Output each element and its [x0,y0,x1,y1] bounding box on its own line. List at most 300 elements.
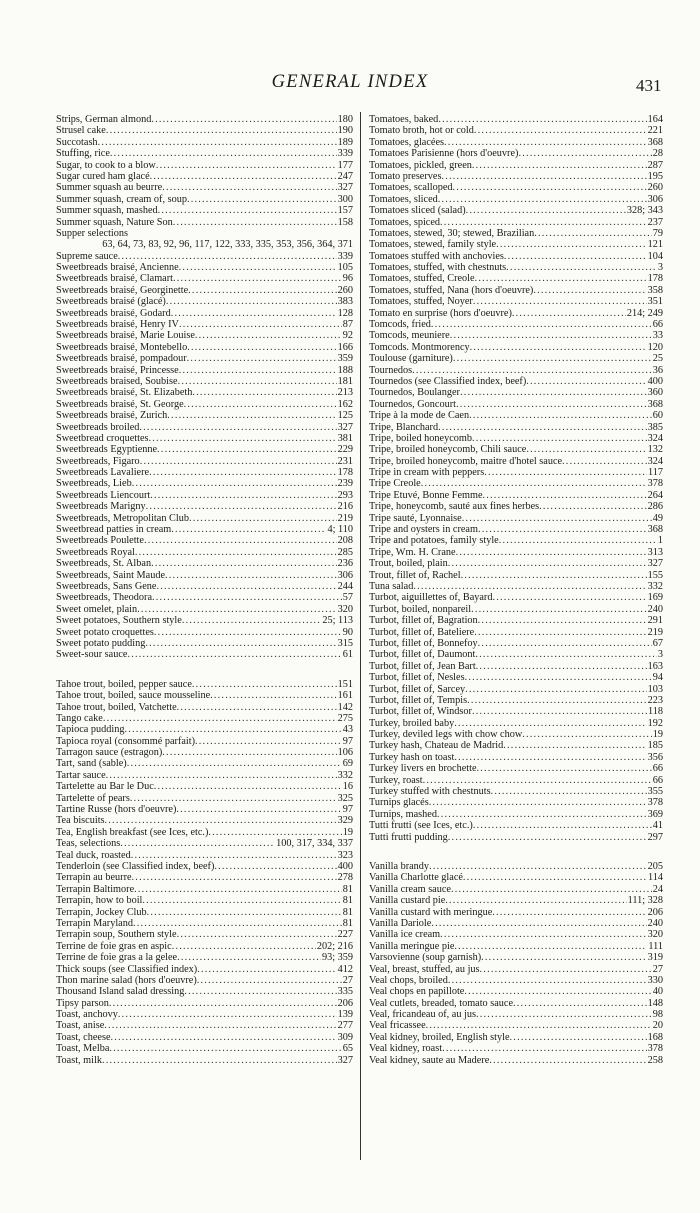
dot-leader [144,535,337,546]
index-entry [369,695,663,706]
index-entry-page: 195 [647,170,663,182]
index-entry-page: 90 [342,626,353,638]
index-entry-text: Tournedos [369,364,413,376]
index-entry [56,627,353,638]
index-entry [56,422,353,433]
index-entry [369,964,663,975]
index-entry-text: Tripe Etuvé, Bonne Femme [369,489,483,501]
index-entry-text: Tripe, Wm. H. Crane [369,546,456,558]
index-entry-page: 166 [337,341,353,353]
dot-leader [466,205,626,216]
dot-leader [492,592,646,603]
index-entry-text: Sweetbreads, St. Alban [56,558,152,570]
index-entry-page: 161 [337,690,353,702]
dot-leader [208,827,341,838]
dot-leader [438,194,647,205]
index-entry-page: 216 [337,501,353,513]
dot-leader [173,217,337,228]
index-entry-text: Sweetbreads, Theodora [56,592,153,604]
index-entry [56,558,353,569]
index-entry [369,353,663,364]
index-entry [56,827,353,838]
dot-leader [453,182,647,193]
index-entry [56,1055,353,1066]
index-entry-page: 287 [647,159,663,171]
index-entry-page: 27 [652,963,663,975]
dot-leader [105,815,337,826]
index-entry [56,758,353,769]
dot-leader [154,627,342,638]
index-entry-text: Sweet potato croquettes [56,626,154,638]
index-entry [56,638,353,649]
index-entry [369,513,663,524]
index-entry [369,729,663,740]
index-entry-text: Tournedos, Goncourt [369,398,456,410]
index-entry-page: 66 [652,763,663,775]
dot-leader [484,467,647,478]
dot-leader [476,661,647,672]
index-entry-page: 41 [652,820,663,832]
dot-leader [444,137,647,148]
index-entry-text: Sweetbreads, Saint Maude [56,569,166,581]
index-entry [369,114,663,125]
index-entry-text: Turkey hash, Chateau de Madrid [369,740,504,752]
index-entry-page: 169 [647,592,663,604]
index-entry [369,456,663,467]
index-entry-text: Veal chops, broiled [369,974,448,986]
dot-leader [118,251,337,262]
dot-leader [562,456,647,467]
index-entry-page: 351 [647,296,663,308]
index-entry [369,786,663,797]
index-entry [369,365,663,376]
index-entry-text: Tomatoes, stuffed, Noyer [369,296,473,308]
dot-leader [184,399,337,410]
index-entry-page: 25 [652,353,663,365]
index-entry [369,319,663,330]
index-entry-text: Tomatoes Parisienne (hors d'oeuvre) [369,148,519,160]
index-entry-page: 128 [337,307,353,319]
index-entry [369,918,663,929]
index-entry-page: 33 [652,330,663,342]
index-entry-text: Turbot, fillet of, Sarcey [369,683,466,695]
index-entry [369,205,663,216]
index-entry-text: Tartelette au Bar le Duc [56,781,154,793]
index-entry [369,148,663,159]
dot-leader [503,740,646,751]
dot-leader [456,399,647,410]
index-entry-text: Turbot, fillet of, Daumont [369,649,476,661]
index-entry [56,998,353,1009]
index-entry [369,832,663,843]
index-entry-text: Terrapin, how to boil [56,895,143,907]
index-entry [56,861,353,872]
index-entry-text: Turbot, aiguillettes of, Bayard [369,592,493,604]
dot-leader [132,872,337,883]
index-entry-text: Tahoe trout, boiled, Vatchette [56,701,177,713]
index-entry [369,399,663,410]
index-entry-text: Toulouse (garniture) [369,353,453,365]
index-entry-text: Toast, cheese [56,1031,111,1043]
dot-leader [118,1009,337,1020]
index-entry-text: Tripe, honeycomb, sauté aux fines herbes [369,501,540,513]
index-entry-text: Sweetbreads, Figaro [56,455,140,467]
dot-leader [448,558,647,569]
index-entry-page: 65 [342,1043,353,1055]
index-entry [56,793,353,804]
index-entry-page: 158 [337,216,353,228]
index-entry-page: 400 [647,375,663,387]
dot-leader [413,581,646,592]
index-entry-text: Summer squash, Nature Son [56,216,173,228]
index-entry [56,929,353,940]
index-entry [56,872,353,883]
index-entry [369,296,663,307]
dot-leader [106,125,337,136]
index-entry-text: Sweetbreads braisé, St. George [56,398,184,410]
dot-leader [178,376,337,387]
index-entry-page: 412 [337,963,353,975]
dot-leader [438,114,646,125]
index-entry-page: 240 [647,917,663,929]
dot-leader [171,524,326,535]
index-entry-text: Sweetbreads braisé, Clamart [56,273,173,285]
index-entry-page: 208 [337,535,353,547]
index-entry-page: 139 [337,1009,353,1021]
index-entry [56,399,353,410]
index-entry-page: 385 [647,421,663,433]
index-entry-text: Toast, Melba [56,1043,110,1055]
dot-leader [139,422,336,433]
index-entry-text: Tarragon sauce (estragon) [56,747,163,759]
index-entry [369,410,663,421]
index-entry [369,861,663,872]
index-entry-page: 356 [647,751,663,763]
index-entry-text: Tomato broth, hot or cold [369,125,474,137]
dot-leader [110,148,337,159]
index-entry-page: 239 [337,478,353,490]
dot-leader [124,724,341,735]
index-entry-text: Sweetbreads braisé, Henry IV [56,319,179,331]
dot-leader [465,684,646,695]
index-entry-text: Terrapin soup, Southern style [56,929,177,941]
index-entry-page: 69 [342,758,353,770]
page-number: 431 [636,76,662,95]
index-entry-text: Sweetbread croquettes [56,432,149,444]
index-entry-page: 27 [342,974,353,986]
index-entry-page: 79 [652,227,663,239]
dot-leader [146,501,337,512]
dot-leader [450,330,652,341]
index-entry-text: Sugar cured ham glacé [56,170,150,182]
index-entry [56,850,353,861]
index-entry-page: 260 [337,284,353,296]
dot-leader [182,615,322,626]
index-entry-text: Tomatoes sliced (salad) [369,205,466,217]
dot-leader [534,228,652,239]
index-entry-text: Vanilla ice cream [369,929,441,941]
index-entry-text: Turkey, roast [369,774,423,786]
dot-leader [192,387,336,398]
index-entry-page: 323 [337,849,353,861]
index-entry [56,228,353,239]
dot-leader [189,513,337,524]
dot-leader [173,273,342,284]
index-entry [56,148,353,159]
index-entry [56,513,353,524]
index-entry-text: Vanilla brandy [369,860,430,872]
index-entry-page: 291 [647,615,663,627]
index-entry-text: Sweet potatoes, Southern style [56,615,182,627]
index-entry-text: Toast, anchovy [56,1009,118,1021]
index-entry-page: 319 [647,952,663,964]
index-entry-page: 40 [652,986,663,998]
dot-leader [453,353,652,364]
index-entry-page: 325 [337,792,353,804]
index-entry-page: 120 [647,341,663,353]
index-entry-text: Turkey, deviled legs with chow chow [369,729,523,741]
index-entry [56,479,353,490]
index-entry [369,228,663,239]
dot-leader [132,478,337,489]
index-entry [369,895,663,906]
index-entry [56,1043,353,1054]
index-entry-text: Sweet potato pudding [56,637,146,649]
dot-leader [454,941,647,952]
index-entry-page: 378 [647,1043,663,1055]
index-entry-page: 3 [657,262,663,274]
dot-leader [152,592,342,603]
index-entry-text: Turbot, fillet of, Jean Bart [369,660,476,672]
index-entry [369,342,663,353]
index-entry-text: Veal, fricandeau of, au jus [369,1009,477,1021]
index-entry [369,627,663,638]
index-entry-page: 277 [337,1020,353,1032]
index-entry-page: 378 [647,797,663,809]
index-entry-text: Tartine Russe (hors d'oeuvre) [56,804,177,816]
index-entry [369,929,663,940]
dot-leader [469,410,652,421]
index-entry [369,501,663,512]
index-entry-text: Tripe à la mode de Caen [369,410,470,422]
index-entry-text: Terrapin Maryland [56,917,133,929]
index-entry-page: 192 [647,717,663,729]
dot-leader [448,975,647,986]
index-entry [56,205,353,216]
index-entry-text: Tripe and oysters in cream [369,524,478,536]
dot-leader [111,1032,337,1043]
index-entry-text: Tripe in cream with peppers [369,467,485,479]
dot-leader [441,171,646,182]
dot-leader [476,1009,652,1020]
section-gap [369,843,663,861]
index-entry-text: Sweetbreads broiled [56,421,140,433]
index-entry-page: 229 [337,444,353,456]
dot-leader [158,205,337,216]
index-entry [369,998,663,1009]
dot-leader [154,781,342,792]
index-entry-text: Thick soups (see Classified index) [56,963,198,975]
index-entry [56,285,353,296]
dot-leader [192,679,337,690]
dot-leader [187,353,337,364]
index-column-right [369,114,663,1066]
dot-leader [187,342,336,353]
index-entry-page: 96 [342,273,353,285]
dot-leader [522,729,651,740]
dot-leader [210,690,336,701]
dot-leader [472,160,647,171]
index-entry-page: 164 [647,113,663,125]
index-entry-page: 327 [337,182,353,194]
index-entry-text: Turbot, fillet of, Bateliere [369,626,475,638]
index-entry [369,194,663,205]
index-entry-text: Sweetbreads braisé, Godard [56,307,171,319]
index-entry-page: 189 [337,136,353,148]
dot-leader [134,884,342,895]
index-entry-page: 206 [337,997,353,1009]
index-entry [56,217,353,228]
index-entry-page: 359 [337,353,353,365]
index-entry-text: Tomatoes, sliced [369,193,438,205]
index-entry-page: 25; 113 [322,615,353,627]
index-entry-page: 327 [647,558,663,570]
dot-leader [412,365,652,376]
index-entry-page: 275 [337,712,353,724]
index-entry-page: 355 [647,786,663,798]
index-entry-text: Turbot, boiled, nonpareil [369,603,472,615]
dot-leader [150,171,337,182]
index-entry-text: Sweetbreads, Lieb [56,478,132,490]
dot-leader [197,975,342,986]
index-entry-text: Tripe, broiled honeycomb, maitre d'hotel sauce [369,455,563,467]
index-entry-page: 237 [647,216,663,228]
index-entry [56,535,353,546]
index-entry-text: Turbot, fillet of, Bagration [369,615,478,627]
index-entry-text: Terrapin au beurre [56,872,132,884]
index-entry-text: Sweetbreads braised, Soubise [56,375,178,387]
index-entry-page: 324 [647,455,663,467]
index-entry [56,160,353,171]
index-entry-page: 155 [647,569,663,581]
index-entry-text: Terrapin Baltimore [56,883,135,895]
index-entry [369,490,663,501]
column-divider [360,112,361,1160]
index-entry-page: 103 [647,683,663,695]
index-entry-text: Terrine de foie gras a la gelee [56,952,178,964]
index-entry [56,964,353,975]
index-entry-text: Tomatoes, stuffed, Nana (hors d'oeuvre) [369,284,534,296]
index-entry [369,649,663,660]
index-entry [56,581,353,592]
index-entry-page: 205 [647,860,663,872]
index-entry [369,684,663,695]
index-entry-page: 206 [647,906,663,918]
index-entry-page: 335 [337,986,353,998]
index-entry-page: 236 [337,558,353,570]
index-entry-page: 247 [337,170,353,182]
index-entry-page: 16 [342,781,353,793]
index-entry [369,479,663,490]
index-entry-page: 94 [652,672,663,684]
dot-leader [460,387,647,398]
dot-leader [431,918,646,929]
dot-leader [214,861,336,872]
index-entry-page: 214; 249 [626,307,663,319]
index-entry [56,713,353,724]
index-entry-text: Turbot, fillet of, Windsor [369,706,472,718]
index-entry-text: Terrine de foie gras en aspic [56,940,172,952]
index-entry [369,872,663,883]
dot-leader [504,251,647,262]
index-entry-text: Sweetbreads Liencourt [56,489,151,501]
index-entry-text: Vanilla custard pie [369,895,446,907]
dot-leader [491,786,647,797]
index-entry [369,820,663,831]
dot-leader [130,793,337,804]
index-entry-page: 313 [647,546,663,558]
index-entry [56,137,353,148]
dot-leader [151,558,337,569]
index-entry-text: Vanilla custard with meringue [369,906,493,918]
index-entry-page: 49 [652,512,663,524]
index-entry-text: Sweetbreads Lavaliere [56,467,150,479]
index-entry [369,444,663,455]
dot-leader [188,285,336,296]
index-entry-page: 81 [342,917,353,929]
index-entry-page: 328; 343 [626,205,663,217]
dot-leader [172,941,316,952]
index-entry-page: 132 [647,444,663,456]
dot-leader [197,964,336,975]
index-column-left [56,114,353,1066]
index-entry-page: 81 [342,895,353,907]
dot-leader [177,929,337,940]
index-entry-text: Tomatoes, stewed, 30; stewed, Brazilian [369,227,535,239]
index-entry-text: Veal chops en papillote [369,986,465,998]
index-entry-text: Tripe Creole [369,478,421,490]
index-entry-page: 43 [342,724,353,736]
dot-leader [162,182,336,193]
index-entry [56,251,353,262]
index-entry-text: Veal cutlets, breaded, tomato sauce [369,997,514,1009]
index-entry-page: 162 [337,398,353,410]
index-entry-text: Sweetbreads braisé, Montebello [56,341,188,353]
index-entry-page: 181 [337,375,353,387]
index-entry [56,444,353,455]
index-entry [56,747,353,758]
index-entry [369,330,663,341]
index-entry [56,815,353,826]
index-entry-page: 97 [342,735,353,747]
index-entry-page: 285 [337,546,353,558]
index-entry-text: Tomcods. Montmorency [369,341,470,353]
dot-leader [120,838,275,849]
index-entry-page: 87 [342,319,353,331]
index-entry-page: 60 [652,410,663,422]
dot-leader [426,1020,652,1031]
dot-leader [510,1032,647,1043]
index-entry-text: Tenderloin (see Classified index, beef) [56,860,215,872]
index-entry [56,975,353,986]
index-entry [369,285,663,296]
index-entry-text: Sweetbreads braisé, St. Elizabeth [56,387,193,399]
dot-leader [102,1055,337,1066]
index-entry-page: 306 [647,193,663,205]
index-entry [56,365,353,376]
index-entry-page: 264 [647,489,663,501]
index-entry-text: Supper selections [56,227,129,239]
